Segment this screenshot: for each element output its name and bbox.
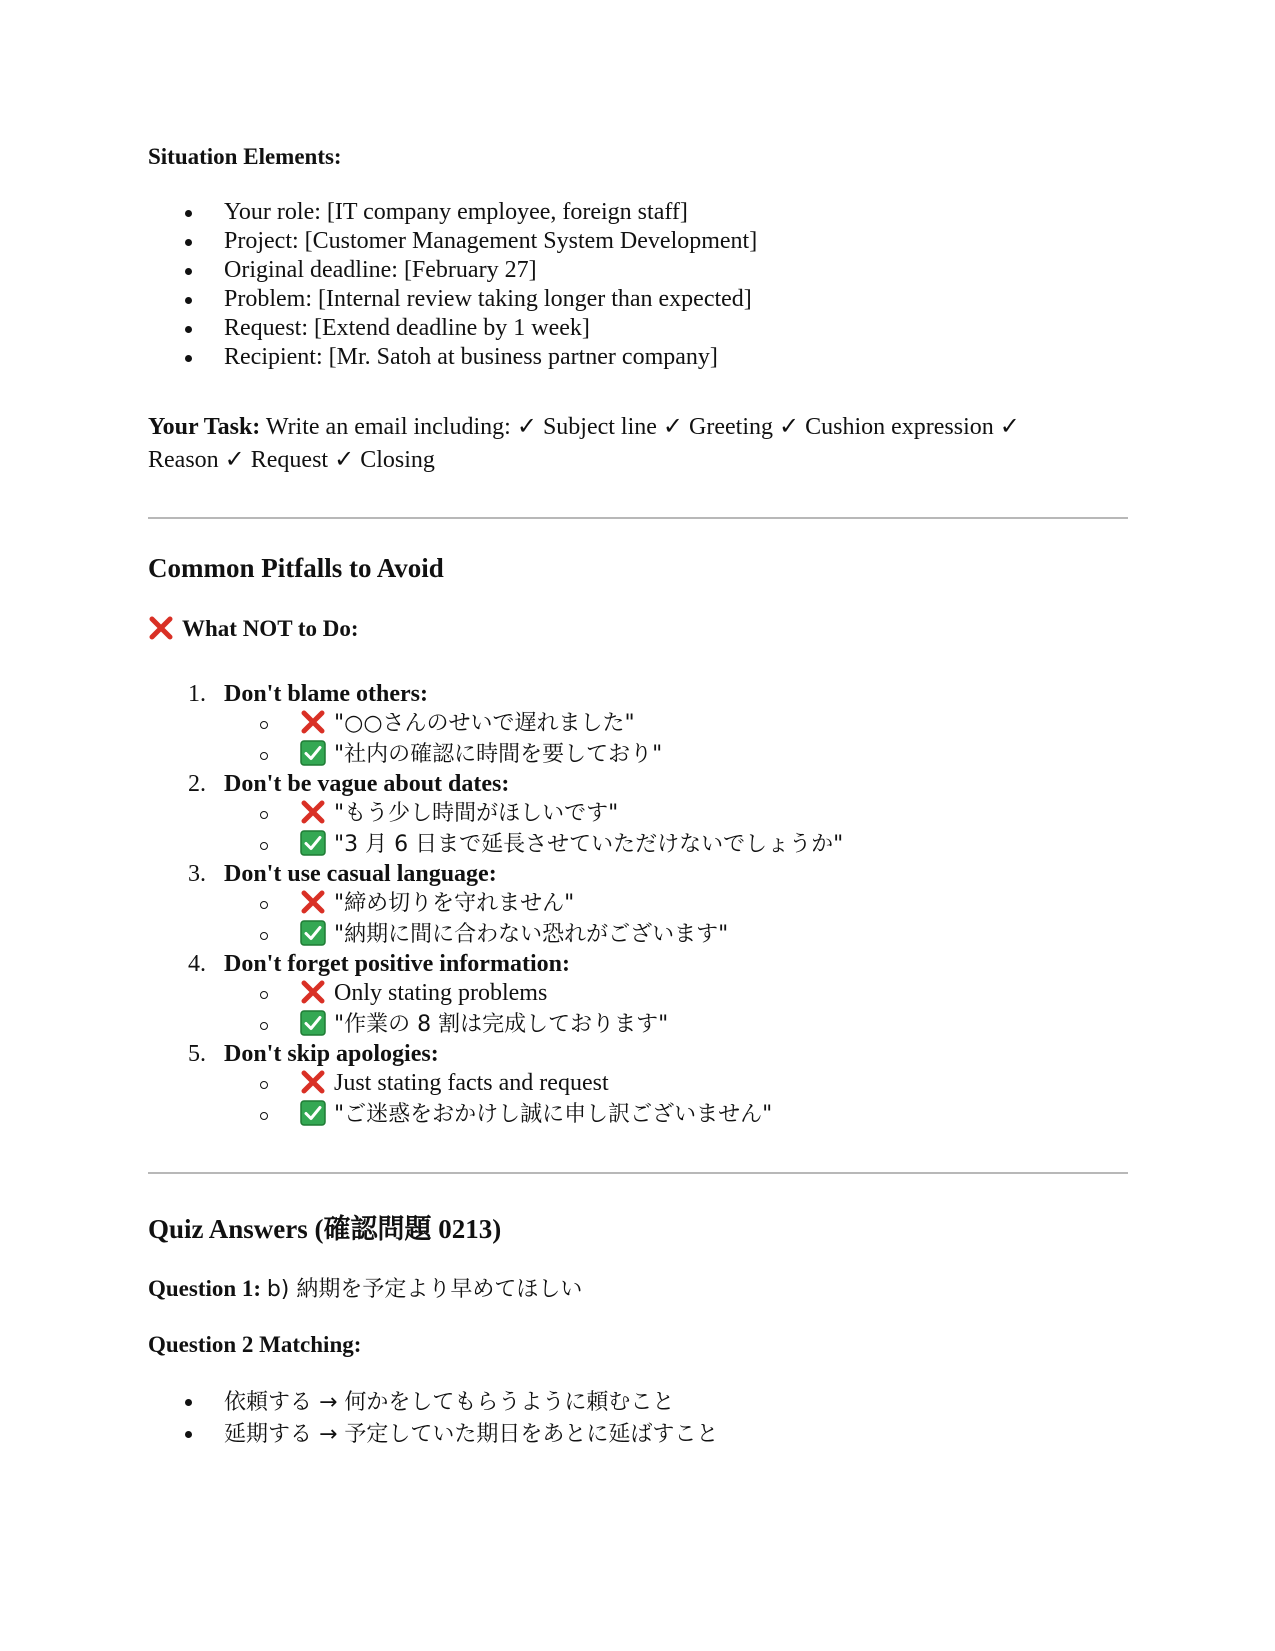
check-mark-icon bbox=[300, 920, 326, 946]
task-paragraph bbox=[148, 411, 1078, 477]
cross-mark-icon bbox=[300, 979, 326, 1005]
cross-mark-icon bbox=[148, 615, 174, 641]
pitfall-item bbox=[148, 770, 843, 860]
check-mark-icon bbox=[300, 740, 326, 766]
circle-bullet bbox=[260, 1112, 268, 1120]
item-number: 1. bbox=[188, 681, 206, 707]
bad-example: "締め切りを守れません" bbox=[148, 888, 843, 919]
bad-example: "○○さんのせいで遅れました" bbox=[148, 708, 843, 739]
check-mark-icon bbox=[300, 830, 326, 856]
list-item: Original deadline: [February 27] bbox=[148, 256, 757, 285]
pitfall-title: Don't be vague about dates: bbox=[224, 771, 510, 797]
circle-bullet bbox=[260, 901, 268, 909]
pitfall-item bbox=[148, 680, 843, 770]
good-example: "作業の 8 割は完成しております" bbox=[148, 1009, 843, 1040]
divider bbox=[148, 517, 1128, 519]
check-mark-icon bbox=[300, 1010, 326, 1036]
pitfall-item bbox=[148, 860, 843, 950]
bad-example: "もう少し時間がほしいです" bbox=[148, 798, 843, 829]
circle-bullet bbox=[260, 752, 268, 760]
list-item: Recipient: [Mr. Satoh at business partner company] bbox=[148, 343, 757, 372]
list-item: 依頼する → 何かをしてもらうように頼むこと bbox=[148, 1386, 718, 1418]
item-number: 3. bbox=[188, 861, 206, 887]
good-example: "3 月 6 日まで延長させていただけないでしょうか" bbox=[148, 829, 843, 860]
bad-example: Just stating facts and request bbox=[148, 1068, 843, 1099]
matching-list bbox=[148, 1386, 718, 1450]
task-label: Your Task: bbox=[148, 414, 261, 440]
bullet-dot bbox=[185, 210, 192, 217]
quiz-title: Quiz Answers (確認問題 0213) bbox=[148, 1214, 502, 1244]
pitfall-title: Don't forget positive information: bbox=[224, 951, 570, 977]
bullet-dot bbox=[185, 268, 192, 275]
list-item: Request: [Extend deadline by 1 week] bbox=[148, 314, 757, 343]
bad-example: Only stating problems bbox=[148, 978, 843, 1009]
item-number: 4. bbox=[188, 951, 206, 977]
bullet-dot bbox=[185, 326, 192, 333]
bullet-dot bbox=[185, 355, 192, 362]
list-item: Problem: [Internal review taking longer than expected] bbox=[148, 285, 757, 314]
pitfalls-title: Common Pitfalls to Avoid bbox=[148, 553, 444, 583]
circle-bullet bbox=[260, 991, 268, 999]
item-number: 2. bbox=[188, 771, 206, 797]
pitfall-item bbox=[148, 950, 843, 1040]
situation-heading: Situation Elements: bbox=[148, 144, 342, 169]
good-example: "納期に間に合わない恐れがございます" bbox=[148, 919, 843, 950]
cross-mark-icon bbox=[300, 889, 326, 915]
bullet-dot bbox=[185, 239, 192, 246]
question-1-label: Question 1: bbox=[148, 1276, 262, 1301]
situation-list bbox=[148, 198, 757, 372]
circle-bullet bbox=[260, 811, 268, 819]
list-item: Your role: [IT company employee, foreign staff] bbox=[148, 198, 757, 227]
cross-mark-icon bbox=[300, 1069, 326, 1095]
good-example: "ご迷惑をおかけし誠に申し訳ございません" bbox=[148, 1099, 843, 1130]
check-mark-icon bbox=[300, 1100, 326, 1126]
cross-mark-icon bbox=[300, 709, 326, 735]
task-text: Write an email including: ✓ Subject line ✓ Greeting ✓ Cushion expression ✓ Reason ✓ Request ✓ Closing bbox=[148, 414, 1020, 473]
question-1 bbox=[148, 1272, 582, 1303]
bullet-dot bbox=[185, 1431, 192, 1438]
question-1-answer: b) 納期を予定より早めてほしい bbox=[266, 1277, 583, 1302]
good-example: "社内の確認に時間を要しており" bbox=[148, 739, 843, 770]
circle-bullet bbox=[260, 1022, 268, 1030]
what-not-heading: What NOT to Do: bbox=[148, 615, 359, 642]
bullet-dot bbox=[185, 297, 192, 304]
circle-bullet bbox=[260, 1081, 268, 1089]
pitfall-title: Don't blame others: bbox=[224, 681, 428, 707]
cross-mark-icon bbox=[300, 799, 326, 825]
pitfall-title: Don't skip apologies: bbox=[224, 1041, 439, 1067]
pitfalls-list bbox=[148, 680, 843, 1130]
circle-bullet bbox=[260, 721, 268, 729]
divider bbox=[148, 1172, 1128, 1174]
bullet-dot bbox=[185, 1399, 192, 1406]
list-item: 延期する → 予定していた期日をあとに延ばすこと bbox=[148, 1418, 718, 1450]
circle-bullet bbox=[260, 932, 268, 940]
question-2-label: Question 2 Matching: bbox=[148, 1332, 362, 1357]
pitfall-title: Don't use casual language: bbox=[224, 861, 497, 887]
item-number: 5. bbox=[188, 1041, 206, 1067]
list-item: Project: [Customer Management System Development] bbox=[148, 227, 757, 256]
circle-bullet bbox=[260, 842, 268, 850]
pitfall-item bbox=[148, 1040, 843, 1130]
